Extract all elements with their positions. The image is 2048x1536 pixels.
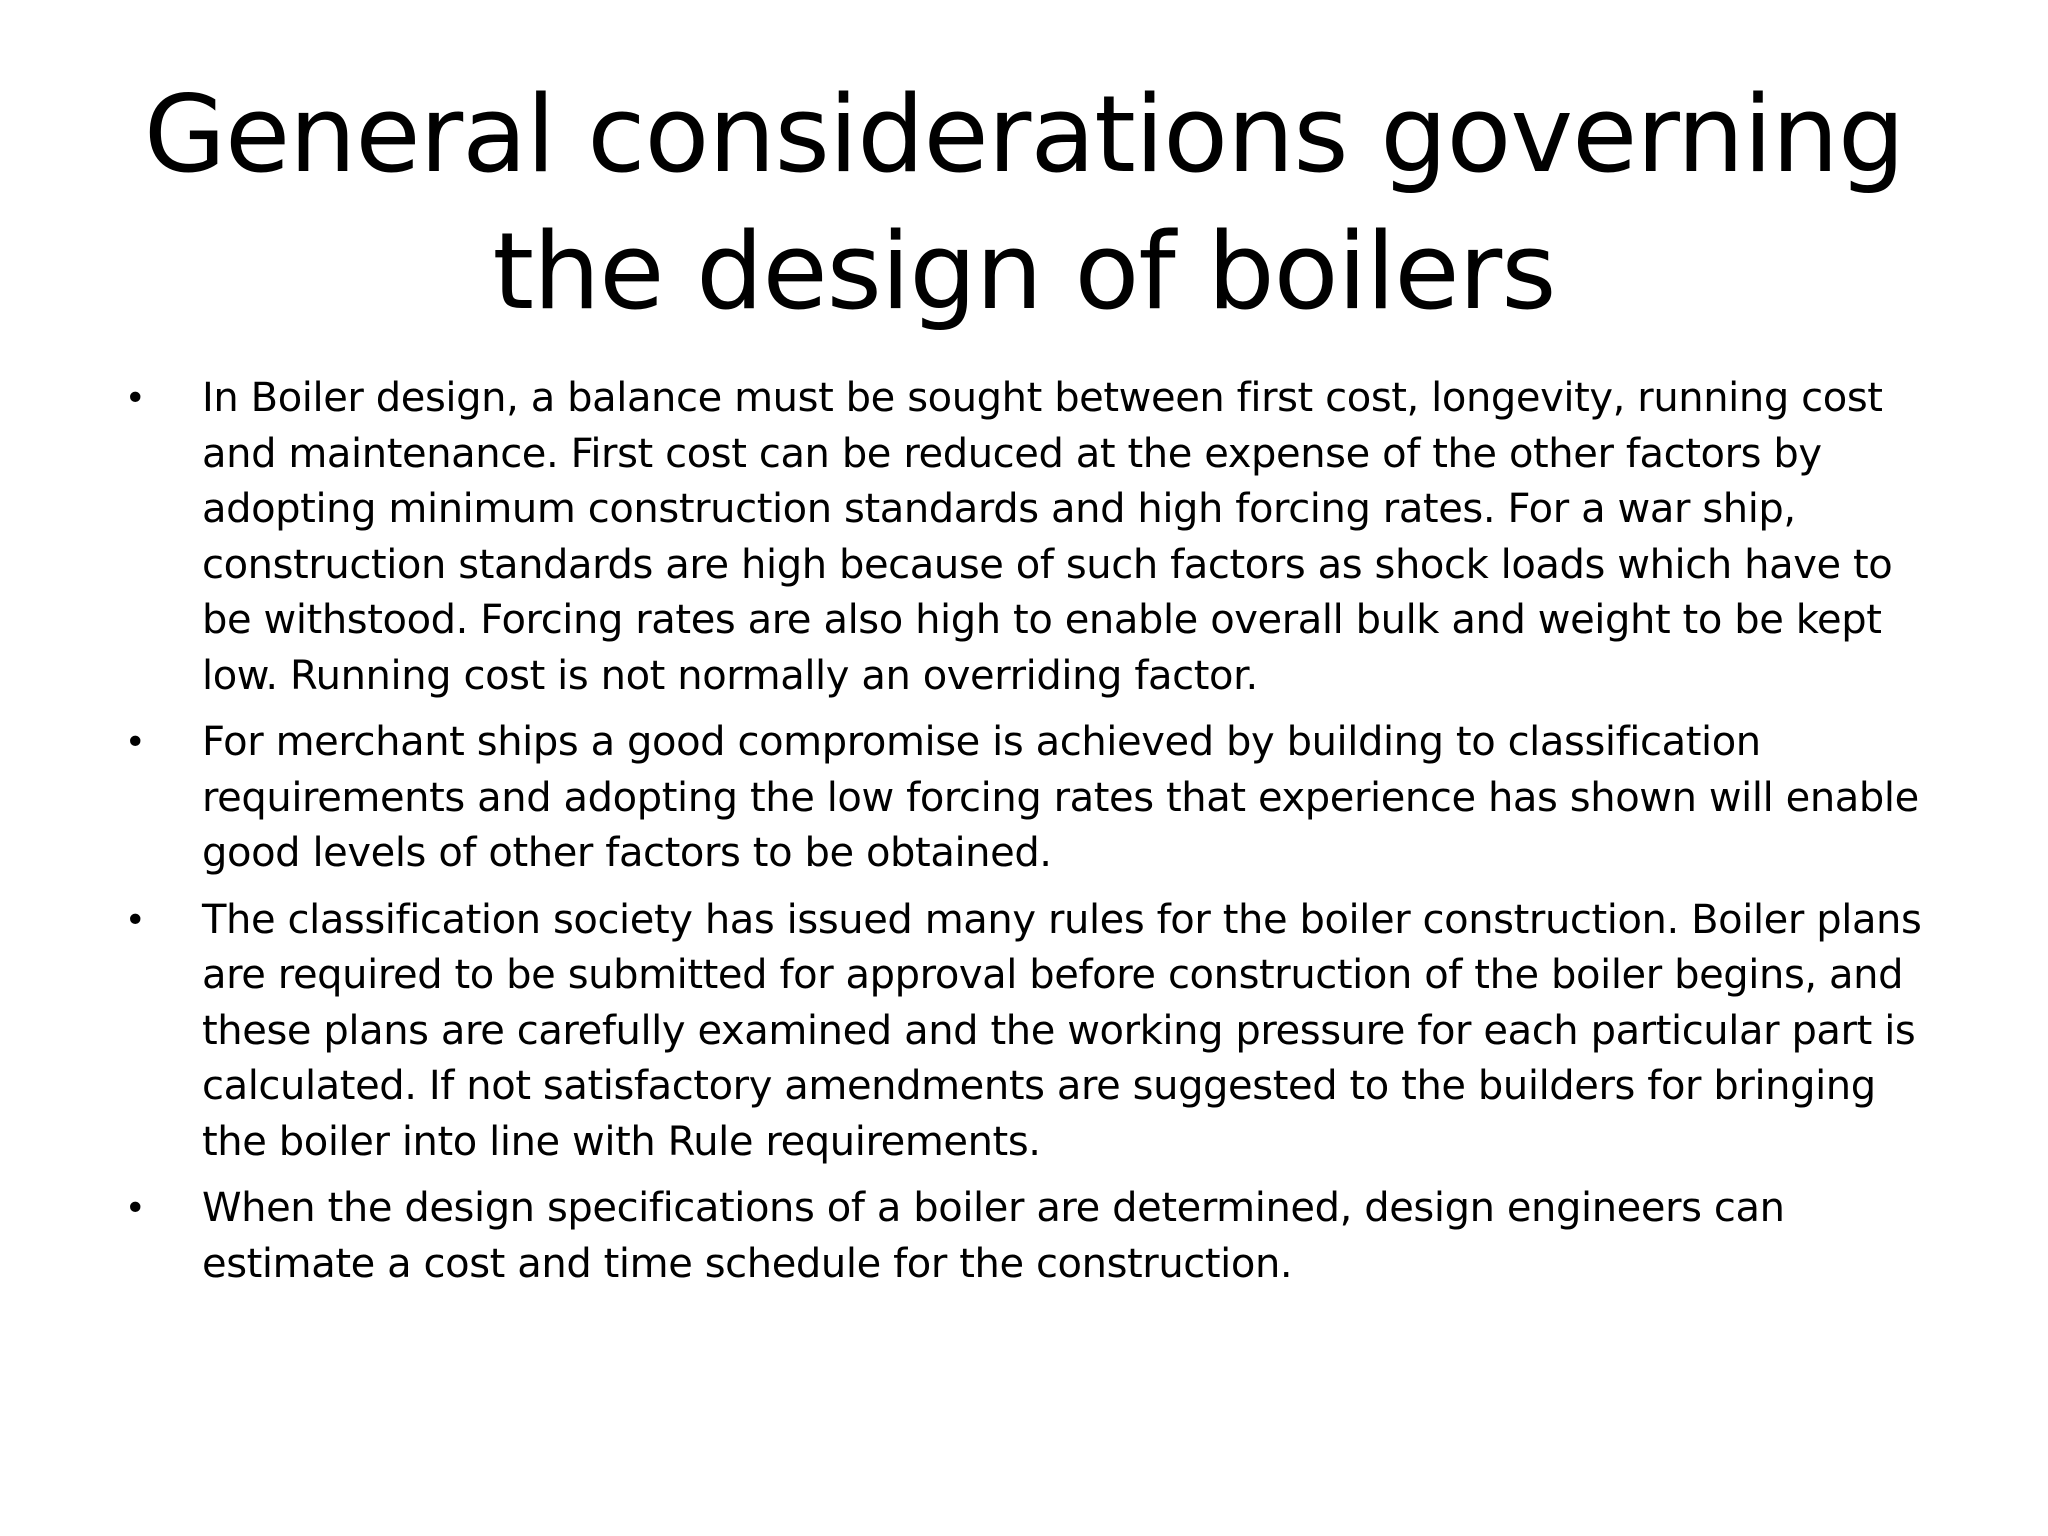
bullet-text: The classification society has issued many rules for the boiler construction. Boiler plans are required to be submitted for approval before construction of the boiler begins, and these plans are carefully examined and the working pressure for each particular part is calculated. If not satisfactory amendments are suggested to the builders for bringing the boiler into line with Rule requirements. [202,896,1922,1165]
slide-title: General considerations governing the design of boilers [143,73,1905,333]
bullet-item [120,1181,1950,1292]
bullet-text: When the design specifications of a boiler are determined, design engineers can estimate a cost and time schedule for the construction. [202,1185,1785,1287]
bullet-list [120,371,1950,1303]
bullet-marker: • [124,1188,146,1229]
bullet-marker: • [124,899,146,941]
bullet-item [120,715,1950,882]
bullet-marker: • [124,378,146,419]
bullet-item [120,893,1950,1171]
bullet-item [120,371,1950,704]
bullet-text: For merchant ships a good compromise is achieved by building to classification requirements and adopting the low forcing rates that experience has shown will enable good levels of other factors to be obtained. [202,719,1919,876]
bullet-marker: • [124,722,146,763]
bullet-text: In Boiler design, a balance must be sought between first cost, longevity, running cost and maintenance. First cost can be reduced at the expense of the other factors by adopting minimum construction standards and high forcing rates. For a war ship, construction standards are high because of such factors as shock loads which have to be withstood. Forcing rates are also high to enable overall bulk and weight to be kept low. Running cost is not normally an overriding factor. [202,375,1893,699]
